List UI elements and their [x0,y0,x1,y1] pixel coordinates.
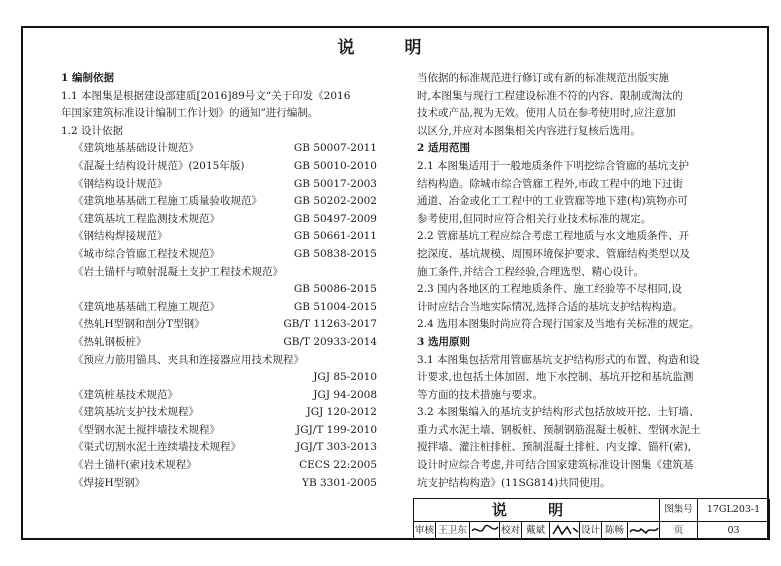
standard-name: 《建筑地基基础工程施工规范》 [73,300,220,313]
standard-code: JGJ 94-2008 [313,388,377,401]
para-2-4: 2.4 选用本图集时尚应符合现行国家及当地有关标准的规定。 [417,318,700,331]
standard-name: 《型钢水泥土搅拌墙技术规程》 [73,423,220,436]
standard-name: 《焊接H型钢》 [73,476,146,489]
standard-row [61,193,377,211]
para-2-1: 通道、冶金或化工工程中的工业管廊等地下建(构)筑物亦可 [417,195,688,208]
section-2-heading: 2 适用范围 [417,142,470,155]
standard-name: 《岩土锚杆与喷射混凝土支护工程技术规范》 [73,265,283,278]
standard-code: GB 50202-2002 [293,195,377,208]
para-2-1: 结构构造。除城市综合管廊工程外,市政工程中的地下过街 [417,177,683,190]
reviewer-name: 王卫东 [436,522,470,540]
standard-row [61,211,377,229]
para-1-1-line: 1.1 本图集是根据建设部建质[2016]89号文“关于印发《2016 [61,89,351,102]
standard-row [61,369,377,387]
standard-code: GB 51004-2015 [293,300,377,313]
para-note: 当依据的标准规范进行修订或有新的标准规范出版实施 [417,72,669,84]
para-2-3: 计时应结合当地实际情况,选择合适的基坑支护结构构造。 [417,300,683,313]
standard-code: JGJ/T 303-2013 [296,441,377,454]
para-note: 时,本图集与现行工程建设标准不符的内容、限制或淘汰的 [417,89,683,102]
para-note: 以区分,并应对本图集相关内容进行复核后选用。 [417,124,641,137]
standards-list [61,140,377,492]
page-label: 页 [660,522,698,540]
standard-row [61,352,377,370]
page-title: 说 明 [337,38,444,58]
standard-name: 《建筑地基基础设计规范》 [73,142,199,155]
standard-name: 《渠式切割水泥土连续墙技术规程》 [73,441,241,454]
para-2-2: 2.2 管廊基坑工程应综合考虑工程地质与水文地质条件、开 [417,230,690,243]
standard-row [61,299,377,317]
para-2-1: 参考使用,但同时应符合相关行业技术标准的规定。 [417,212,652,225]
design-label: 设计 [580,522,602,540]
checker-signature-mark [550,522,580,538]
section-1-heading: 1 编制依据 [61,72,114,84]
standard-code: CECS 22:2005 [299,459,377,472]
standard-name: 《建筑基坑支护技术规程》 [73,406,199,419]
standard-row [61,228,377,246]
standard-row [61,457,377,475]
reviewer-signature-mark [470,522,500,538]
para-2-2: 挖深度、基坑规模、周围环境保护要求、管廊结构类型以及 [417,247,690,260]
standard-code: JGJ 120-2012 [306,406,377,419]
designer-name: 陈畅 [602,522,628,540]
standard-row [61,316,377,334]
standard-code: JGJ 85-2010 [313,371,377,384]
page-number: 03 [698,522,770,540]
standard-name: 《建筑基坑工程监测技术规范》 [73,212,220,225]
para-3-2: 搅拌墙、灌注桩排桩、预制混凝土排桩、内支撑、锚杆(索), [417,441,692,454]
standard-code: GB 50010-2010 [293,159,377,172]
standard-code: GB 50661-2011 [293,230,377,243]
standard-name: 《城市综合管廊工程技术规范》 [73,247,220,260]
atlas-label: 图集号 [660,499,698,522]
standard-code: GB 50007-2011 [293,142,377,155]
standard-code: GB 50497-2009 [293,212,377,225]
para-3-1: 计要求,也包括土体加固、地下水控制、基坑开挖和基坑监测 [417,371,694,384]
atlas-number: 17GL203-1 [698,499,770,522]
para-3-2: 重力式水泥土墙、钢板桩、预制钢筋混凝土板桩、型钢水泥土 [417,423,701,436]
standard-name: 《钢结构焊接规范》 [73,230,168,243]
standard-code: GB/T 11263-2017 [283,318,377,331]
standard-row [61,404,377,422]
standard-name: 《热轧钢板桩》 [73,335,147,348]
para-3-2: 3.2 本图集编入的基坑支护结构形式包括放坡开挖、土钉墙、 [417,406,700,419]
para-3-2: 坑支护结构构造》(11SG814)共同使用。 [417,476,611,489]
standard-row [61,281,377,299]
standard-row [61,176,377,194]
standard-row [61,264,377,282]
left-column [61,70,377,492]
standard-name: 《建筑桩基技术规范》 [73,388,178,401]
standard-row [61,158,377,176]
checker-signature [550,522,580,540]
standard-code: JGJ/T 199-2010 [296,423,377,436]
standard-code: GB 50086-2015 [293,283,377,296]
designer-signature-mark [628,522,660,538]
standard-row [61,387,377,405]
para-2-2: 施工条件,并结合工程经验,合理选型、精心设计。 [417,265,645,278]
standard-row [61,422,377,440]
section-3-heading: 3 选用原则 [417,335,470,348]
designer-signature [628,522,660,540]
right-column [417,70,749,492]
standard-name: 《钢结构设计规范》 [73,177,168,190]
review-label: 审核 [414,522,436,540]
standard-name: 《预应力筋用锚具、夹具和连接器应用技术规程》 [73,353,304,366]
para-3-1: 等方面的技术措施与要求。 [417,388,543,401]
standard-row [61,475,377,493]
para-2-1: 2.1 本图集适用于一般地质条件下明挖综合管廊的基坑支护 [417,159,690,172]
para-1-2: 1.2 设计依据 [61,124,124,137]
title-block [413,498,769,540]
standard-code: GB 50017-2003 [293,177,377,190]
standard-name: 《混凝土结构设计规范》(2015年版) [73,159,245,172]
standard-code: YB 3301-2005 [302,476,377,489]
para-1-1-line: 年国家建筑标准设计编制工作计划》的通知”进行编制。 [61,107,319,120]
checker-name: 戴斌 [522,522,550,540]
standard-name: 《热轧H型钢和剖分T型钢》 [73,318,205,331]
para-2-3: 2.3 国内各地区的工程地质条件、施工经验等不尽相同,设 [417,283,682,296]
standard-name: 《建筑地基基础工程施工质量验收规范》 [73,195,262,208]
title-block-name: 说 明 [414,499,660,522]
standard-name: 《岩土锚杆(索)技术规程》 [73,459,197,472]
para-3-2: 设计时应综合考虑,并可结合国家建筑标准设计图集《建筑基 [417,459,694,472]
para-note: 技术或产品,视为无效。使用人员在参考使用时,应注意加 [417,107,676,120]
reviewer-signature [470,522,500,540]
check-label: 校对 [500,522,522,540]
standard-code: GB/T 20933-2014 [283,335,377,348]
standard-row [61,439,377,457]
standard-row [61,334,377,352]
standard-code: GB 50838-2015 [293,247,377,260]
standard-row [61,246,377,264]
standard-row [61,140,377,158]
para-3-1: 3.1 本图集包括常用管廊基坑支护结构形式的布置、构造和设 [417,353,700,366]
